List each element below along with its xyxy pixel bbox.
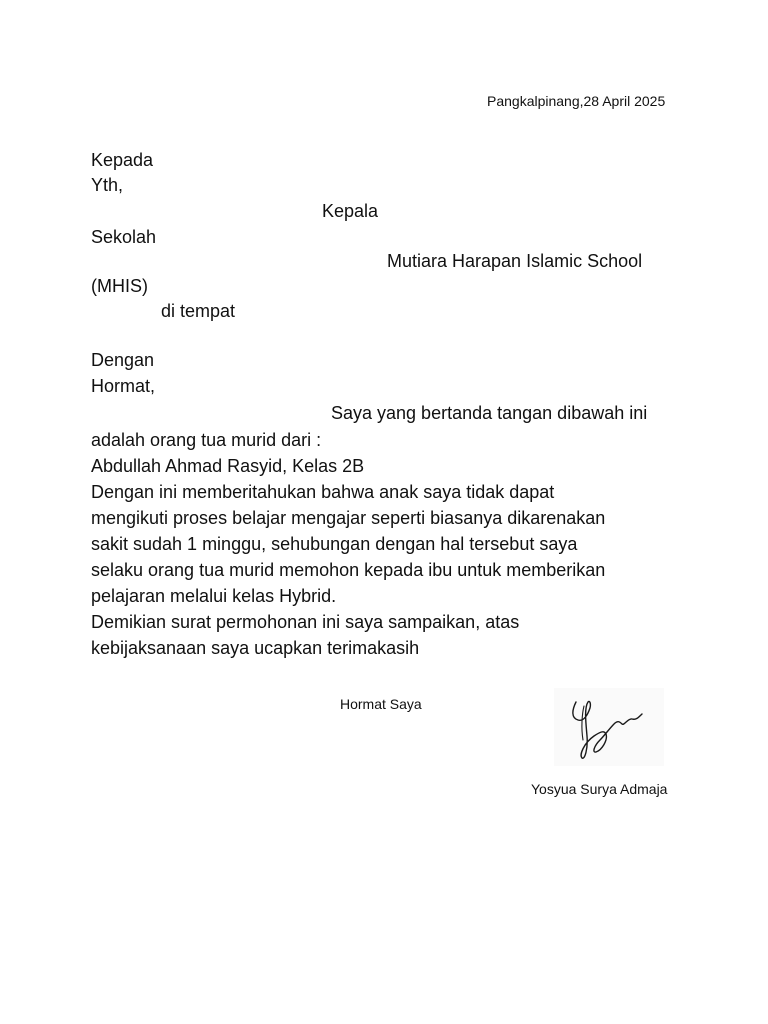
closing-salutation: Hormat Saya [340, 696, 422, 712]
body-line: adalah orang tua murid dari : [91, 430, 322, 450]
body-line: sakit sudah 1 minggu, sehubungan dengan hal tersebut saya [91, 534, 578, 554]
body-intro: Saya yang bertanda tangan dibawah ini [331, 403, 648, 423]
body-line: Abdullah Ahmad Rasyid, Kelas 2B [91, 456, 365, 476]
recipient-line-kepala: Kepala [322, 201, 379, 221]
body-line: mengikuti proses belajar mengajar seperti biasanya dikarenakan [91, 508, 606, 528]
body-line: pelajaran melalui kelas Hybrid. [91, 586, 337, 606]
greeting-line-2: Hormat, [91, 376, 156, 396]
signature-icon [554, 688, 664, 766]
recipient-line-sekolah: Sekolah [91, 227, 157, 247]
signature-image [554, 688, 664, 766]
greeting-line-1: Dengan [91, 350, 155, 370]
body-line: Demikian surat permohonan ini saya sampaikan, atas [91, 612, 520, 632]
place-date: Pangkalpinang,28 April 2025 [487, 93, 666, 109]
recipient-school-name: Mutiara Harapan Islamic School [387, 251, 643, 271]
body-line: kebijaksanaan saya ucapkan terimakasih [91, 638, 420, 658]
recipient-school-abbrev: (MHIS) [91, 276, 148, 296]
body-line: Dengan ini memberitahukan bahwa anak saya tidak dapat [91, 482, 555, 502]
recipient-line-yth: Yth, [91, 175, 124, 195]
signer-name: Yosyua Surya Admaja [531, 781, 668, 797]
recipient-line-kepada: Kepada [91, 150, 154, 170]
body-line: selaku orang tua murid memohon kepada ibu untuk memberikan [91, 560, 606, 580]
letter-body [91, 427, 605, 661]
recipient-location: di tempat [161, 301, 236, 321]
